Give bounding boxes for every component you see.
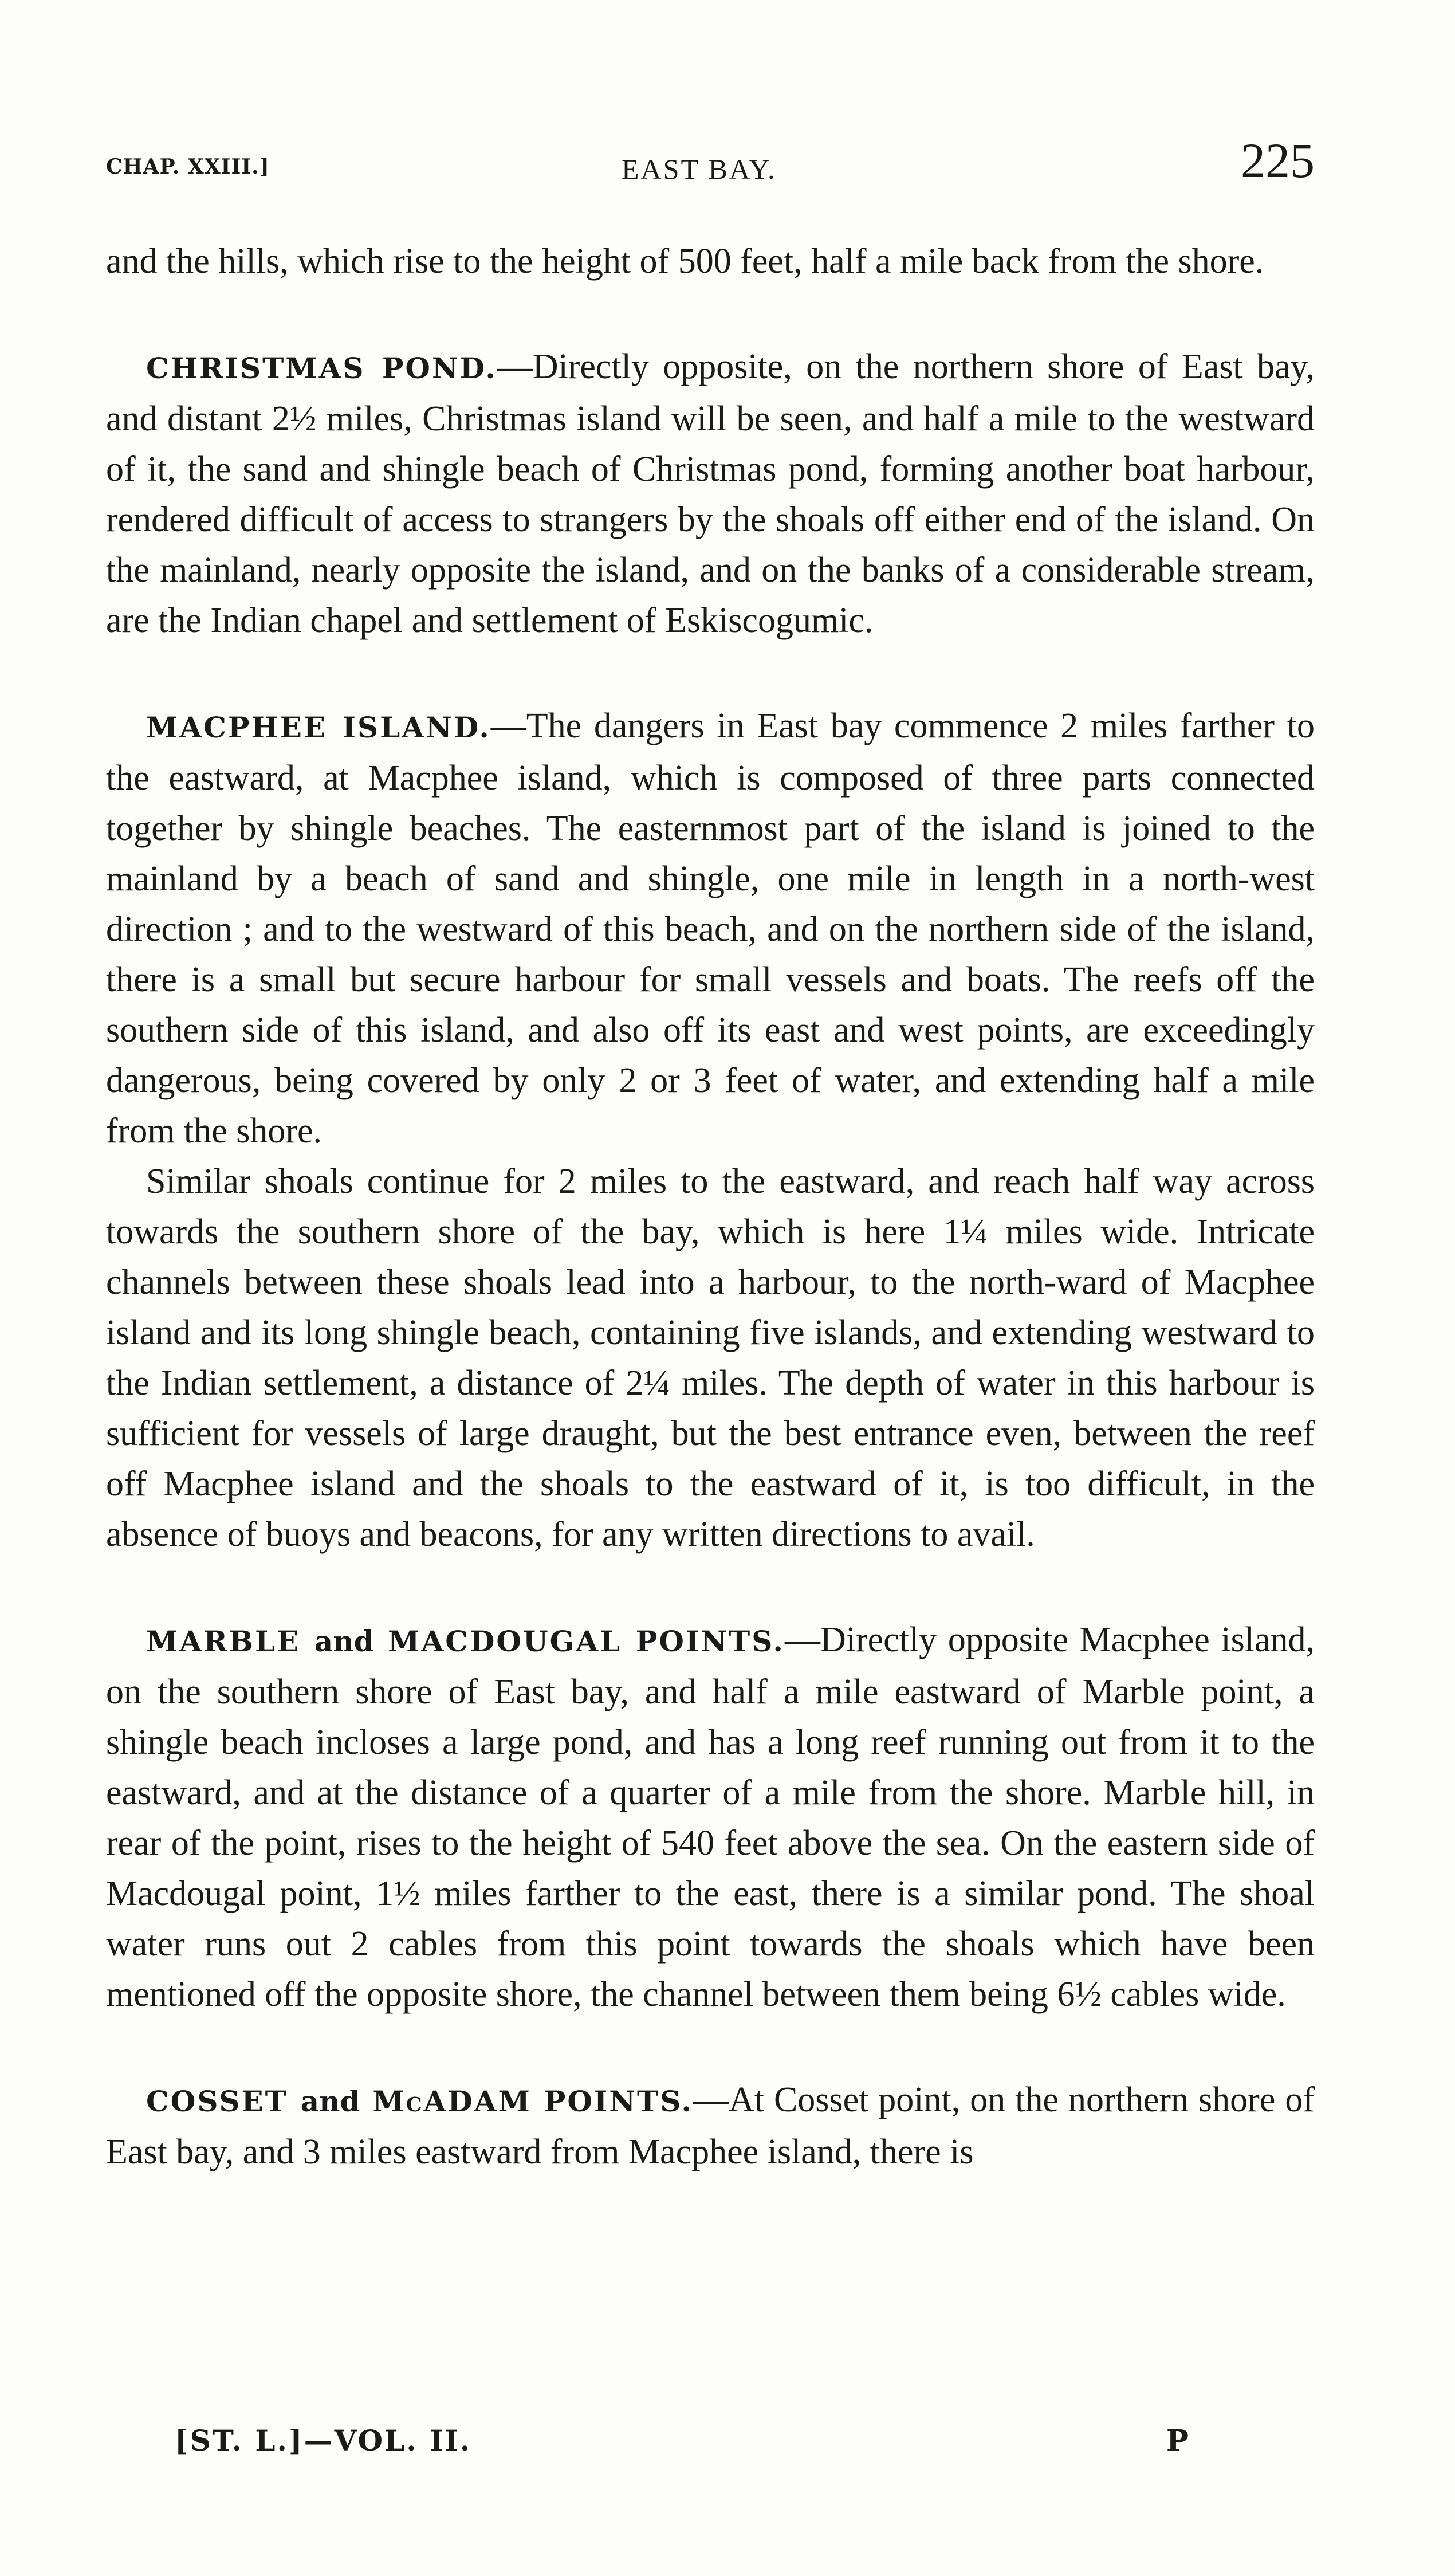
section-heading — [146, 1624, 785, 1658]
page-footer — [175, 2424, 1189, 2481]
running-title: EAST BAY. — [622, 153, 777, 185]
section-macphee-island — [106, 701, 1315, 1156]
printer-signature: [ST. L.]—VOL. II. — [175, 2424, 472, 2457]
section-heading — [146, 2084, 693, 2118]
paragraph-text: and the hills, which rise to the height of 500 feet, half a mile back from the shore. — [106, 242, 1264, 281]
fraction: ½ — [1075, 1975, 1102, 2014]
section-cosset-mcadam-points — [106, 2075, 1315, 2177]
section-marble-macdougal-points — [106, 1615, 1315, 2020]
paragraph-text: Similar shoals continue for 2 miles to the eastward, and reach half way across towards the southern shore of the bay, which is here 1 — [106, 1162, 1315, 1251]
heading-part: MACDOUGAL POINTS. — [388, 1624, 785, 1658]
paragraph-text: —Directly opposite, on the northern shore of East bay, and distant 2 — [106, 347, 1315, 438]
paragraph-text: —The dangers in East bay commence 2 miles farther to the eastward, at Macphee island, which is composed of three parts connected together by shingle beaches. The easternmost part of the island is joined to the mainland by a beach of sand and shingle, one mile in length in a north-west direction ; and to the westward of this beach, and on the northern side of the island, there is a small but secure harbour for small vessels and boats. The reefs off the southern side of this island, and also off its east and west points, are exceedingly dangerous, being covered by only 2 or 3 feet of water, and extending half a mile from the shore. — [106, 706, 1315, 1150]
paragraph-text: —Directly opposite Macphee island, on the southern shore of East bay, and half a mile eastward of Marble point, a shingle beach incloses a large pond, and has a long reef running out from it to the eastward, and at the distance of a quarter of a mile from the shore. Marble hill, in rear of the point, rises to the height of 540 feet above the sea. On the eastern side of Macdougal point, 1 — [106, 1620, 1315, 1913]
section-heading: MACPHEE ISLAND. — [146, 710, 491, 744]
fraction: ½ — [394, 1874, 420, 1913]
page-number: 225 — [1241, 133, 1315, 188]
paragraph-continuation — [106, 236, 1315, 286]
body-text — [106, 236, 1315, 2177]
section-christmas-pond — [106, 341, 1315, 646]
paragraph-text: miles. The depth of water in this harbour is sufficient for vessels of large draught, but the best entrance even, between the reef off Macphee island and the shoals to the eastward of it, is too difficult, in the absence of buoys and beacons, for any written directions to avail. — [106, 1364, 1315, 1554]
paragraph-text: miles, Christmas island will be seen, and half a mile to the westward of it, the sand and shingle beach of Christmas pond, forming another boat harbour, rendered difficult of access to strangers by the shoals off either end of the island. On the mainland, nearly opposite the island, and on the banks of a considerable stream, are the Indian chapel and settlement of Eskiscogumic. — [106, 399, 1315, 640]
fraction: ½ — [289, 399, 317, 438]
running-header — [106, 132, 1315, 195]
heading-part: MARBLE — [146, 1624, 301, 1658]
heading-part: COSSET — [146, 2084, 288, 2118]
heading-conjunction: and — [300, 2084, 360, 2118]
section-heading: CHRISTMAS POND. — [146, 351, 497, 385]
signature-mark: P — [1166, 2424, 1189, 2459]
paragraph-text: miles farther to the east, there is a similar pond. The shoal water runs out 2 cables from this point towards the shoals which have been mentioned off the opposite shore, the channel between them being 6 — [106, 1874, 1315, 2014]
fraction: ¼ — [961, 1212, 988, 1251]
fraction: ¼ — [643, 1364, 670, 1403]
heading-conjunction: and — [314, 1624, 374, 1658]
paragraph-text: cables wide. — [1101, 1975, 1286, 2014]
chapter-label: CHAP. XXIII.] — [106, 155, 270, 179]
paragraph-text: miles wide. Intricate channels between these shoals lead into a harbour, to the north-ward of Macphee island and its long shingle beach, containing five islands, and extending westward to the Indian settlement, a distance of 2 — [106, 1212, 1315, 1403]
heading-part: McADAM POINTS. — [372, 2084, 693, 2118]
paragraph-text: —At Cosset point, on the northern shore of East bay, and 3 miles eastward from Macphee island, there is — [106, 2080, 1315, 2171]
paragraph-similar-shoals — [106, 1156, 1315, 1560]
